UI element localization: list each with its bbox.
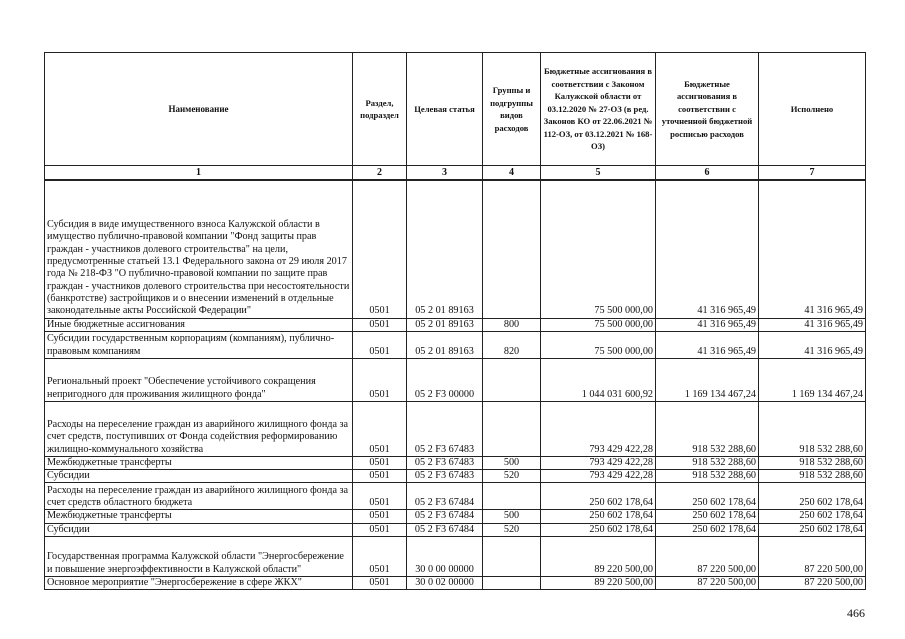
row-law-amount: 250 602 178,64 [541, 483, 656, 510]
column-number: 3 [407, 166, 483, 181]
row-revised-amount: 87 220 500,00 [656, 576, 759, 589]
row-group [483, 358, 541, 401]
row-target: 05 2 F3 67484 [407, 523, 483, 536]
header-groups: Группы и подгруппы видов расходов [483, 53, 541, 166]
row-name: Государственная программа Калужской области "Энергосбережение и повышение энергоэффективности в Калужской области" [45, 536, 353, 576]
row-target: 05 2 F3 67484 [407, 483, 483, 510]
row-law-amount: 75 500 000,00 [541, 180, 656, 318]
row-target: 05 2 F3 67483 [407, 401, 483, 456]
table-row [45, 536, 866, 576]
row-target: 05 2 F3 00000 [407, 358, 483, 401]
header-name: Наименование [45, 53, 353, 166]
column-number: 2 [353, 166, 407, 181]
row-name: Субсидии государственным корпорациям (компаниям), публично-правовым компаниям [45, 331, 353, 358]
header-executed: Исполнено [759, 53, 866, 166]
row-group [483, 401, 541, 456]
row-group: 500 [483, 510, 541, 523]
row-name: Межбюджетные трансферты [45, 456, 353, 469]
row-name: Субсидии [45, 470, 353, 483]
row-revised-amount: 918 532 288,60 [656, 470, 759, 483]
row-section: 0501 [353, 318, 407, 331]
table-row [45, 456, 866, 469]
table-row [45, 510, 866, 523]
page-number: 466 [847, 606, 865, 620]
column-number: 5 [541, 166, 656, 181]
row-law-amount: 793 429 422,28 [541, 456, 656, 469]
row-section: 0501 [353, 456, 407, 469]
row-revised-amount: 41 316 965,49 [656, 318, 759, 331]
row-executed-amount: 918 532 288,60 [759, 401, 866, 456]
row-name: Региональный проект "Обеспечение устойчивого сокращения непригодного для проживания жилищного фонда" [45, 358, 353, 401]
row-group: 520 [483, 470, 541, 483]
row-section: 0501 [353, 358, 407, 401]
row-target: 05 2 01 89163 [407, 180, 483, 318]
table-row [45, 576, 866, 589]
table-row [45, 331, 866, 358]
row-section: 0501 [353, 510, 407, 523]
header-revised-allocations: Бюджетные ассигнования в соответствии с уточненной бюджетной росписью расходов [656, 53, 759, 166]
row-name: Межбюджетные трансферты [45, 510, 353, 523]
row-executed-amount: 41 316 965,49 [759, 318, 866, 331]
row-revised-amount: 87 220 500,00 [656, 536, 759, 576]
row-executed-amount: 250 602 178,64 [759, 483, 866, 510]
row-law-amount: 250 602 178,64 [541, 523, 656, 536]
row-revised-amount: 41 316 965,49 [656, 331, 759, 358]
row-executed-amount: 918 532 288,60 [759, 470, 866, 483]
row-law-amount: 89 220 500,00 [541, 536, 656, 576]
row-group: 520 [483, 523, 541, 536]
header-section: Раздел, подраздел [353, 53, 407, 166]
row-target: 05 2 F3 67483 [407, 470, 483, 483]
row-target: 30 0 02 00000 [407, 576, 483, 589]
table-row [45, 470, 866, 483]
table-row [45, 358, 866, 401]
row-revised-amount: 918 532 288,60 [656, 456, 759, 469]
row-section: 0501 [353, 401, 407, 456]
row-name: Субсидия в виде имущественного взноса Калужской области в имущество публично-правовой компании "Фонд защиты прав граждан - участников долевого строительства" на цели, предусмотренные статьей 13.1 Федерального закона от 29 июля 2017 года № 218-ФЗ "О публично-правовой компании по защите прав граждан - участников долевого строительства при несостоятельности (банкротстве) застройщиков и о внесении изменений в отдельные законодательные акты Российской Федерации" [45, 180, 353, 318]
row-name: Расходы на переселение граждан из аварийного жилищного фонда за счет средств областного бюджета [45, 483, 353, 510]
row-law-amount: 793 429 422,28 [541, 401, 656, 456]
column-number: 7 [759, 166, 866, 181]
row-executed-amount: 41 316 965,49 [759, 331, 866, 358]
row-revised-amount: 250 602 178,64 [656, 483, 759, 510]
row-target: 30 0 00 00000 [407, 536, 483, 576]
budget-table [44, 52, 866, 590]
row-revised-amount: 41 316 965,49 [656, 180, 759, 318]
row-law-amount: 1 044 031 600,92 [541, 358, 656, 401]
row-name: Субсидии [45, 523, 353, 536]
table-row [45, 483, 866, 510]
row-target: 05 2 01 89163 [407, 318, 483, 331]
row-group: 800 [483, 318, 541, 331]
column-number-row [45, 166, 866, 181]
row-section: 0501 [353, 331, 407, 358]
row-executed-amount: 41 316 965,49 [759, 180, 866, 318]
row-executed-amount: 918 532 288,60 [759, 456, 866, 469]
row-group [483, 180, 541, 318]
row-name: Расходы на переселение граждан из аварийного жилищного фонда за счет средств, поступивших от Фонда содействия реформированию жилищно-коммунального хозяйства [45, 401, 353, 456]
row-section: 0501 [353, 576, 407, 589]
row-law-amount: 89 220 500,00 [541, 576, 656, 589]
row-name: Основное мероприятие "Энергосбережение в сфере ЖКХ" [45, 576, 353, 589]
row-executed-amount: 250 602 178,64 [759, 510, 866, 523]
row-group [483, 576, 541, 589]
table-row [45, 523, 866, 536]
row-group: 820 [483, 331, 541, 358]
row-executed-amount: 87 220 500,00 [759, 576, 866, 589]
header-row [45, 53, 866, 166]
row-group [483, 483, 541, 510]
row-section: 0501 [353, 523, 407, 536]
row-section: 0501 [353, 483, 407, 510]
table-row [45, 401, 866, 456]
row-revised-amount: 918 532 288,60 [656, 401, 759, 456]
column-number: 4 [483, 166, 541, 181]
row-group [483, 536, 541, 576]
row-executed-amount: 250 602 178,64 [759, 523, 866, 536]
row-target: 05 2 01 89163 [407, 331, 483, 358]
row-executed-amount: 87 220 500,00 [759, 536, 866, 576]
row-section: 0501 [353, 536, 407, 576]
row-law-amount: 793 429 422,28 [541, 470, 656, 483]
row-revised-amount: 1 169 134 467,24 [656, 358, 759, 401]
row-section: 0501 [353, 470, 407, 483]
row-executed-amount: 1 169 134 467,24 [759, 358, 866, 401]
header-target: Целевая статья [407, 53, 483, 166]
row-revised-amount: 250 602 178,64 [656, 510, 759, 523]
row-law-amount: 250 602 178,64 [541, 510, 656, 523]
row-law-amount: 75 500 000,00 [541, 318, 656, 331]
row-revised-amount: 250 602 178,64 [656, 523, 759, 536]
table-row [45, 318, 866, 331]
row-section: 0501 [353, 180, 407, 318]
row-law-amount: 75 500 000,00 [541, 331, 656, 358]
row-target: 05 2 F3 67484 [407, 510, 483, 523]
row-group: 500 [483, 456, 541, 469]
header-law-allocations: Бюджетные ассигнования в соответствии с Законом Калужской области от 03.12.2020 № 27-ОЗ (в ред. Законов КО от 22.06.2021 № 112-ОЗ, от 03.12.2021 № 168-ОЗ) [541, 53, 656, 166]
row-target: 05 2 F3 67483 [407, 456, 483, 469]
row-name: Иные бюджетные ассигнования [45, 318, 353, 331]
column-number: 1 [45, 166, 353, 181]
column-number: 6 [656, 166, 759, 181]
table-row [45, 180, 866, 318]
